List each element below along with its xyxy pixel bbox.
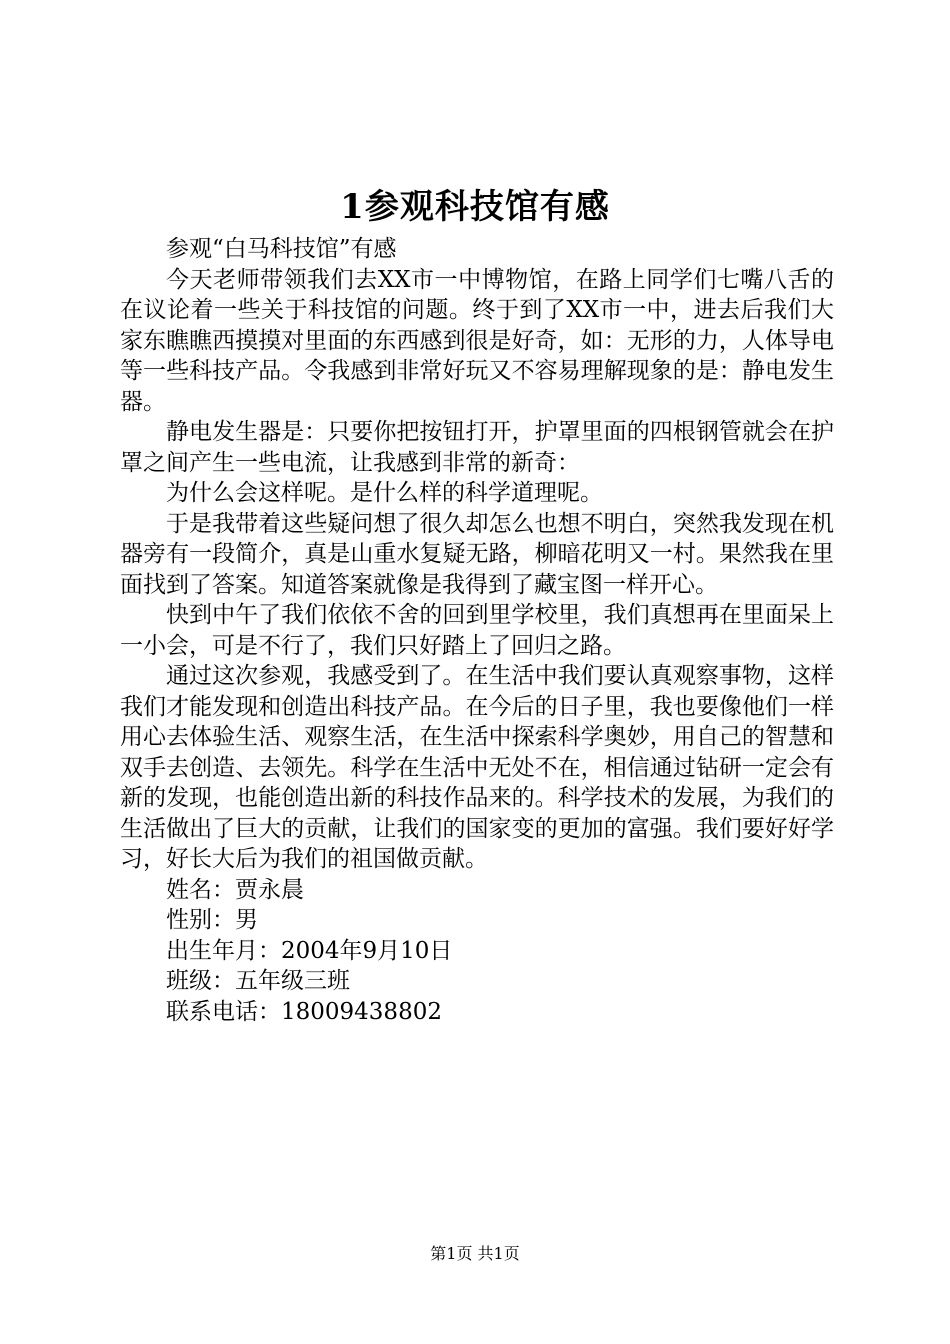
paragraph-conclusion: 通过这次参观，我感受到了。在生活中我们要认真观察事物，这样我们才能发现和创造出科技产品。在今后的日子里，我也要像他们一样用心去体验生活、观察生活，在生活中探索科学奥妙，用自己的智慧和双手去创造、去领先。科学在生活中无处不在，相信通过钻研一定会有新的发现，也能创造出新的科技作品来的。科学技术的发展，为我们的生活做出了巨大的贡献，让我们的国家变的更加的富强。我们要好好学习，好长大后为我们的祖国做贡献。 bbox=[120, 663, 834, 872]
paragraph-generator: 静电发生器是：只要你把按钮打开，护罩里面的四根钢管就会在护罩之间产生一些电流，让我感到非常的新奇： bbox=[120, 419, 834, 476]
paragraph-return: 快到中午了我们依依不舍的回到里学校里，我们真想再在里面呆上一小会，可是不行了，我们只好踏上了回归之路。 bbox=[120, 602, 834, 659]
paragraph-answer: 于是我带着这些疑问想了很久却怎么也想不明白，突然我发现在机器旁有一段简介，真是山重水复疑无路，柳暗花明又一村。果然我在里面找到了答案。知道答案就像是我得到了藏宝图一样开心。 bbox=[120, 510, 834, 598]
info-class: 班级：五年级三班 bbox=[166, 968, 350, 994]
paragraph-question: 为什么会这样呢。是什么样的科学道理呢。 bbox=[166, 480, 603, 506]
info-birth: 出生年月：2004年9月10日 bbox=[166, 937, 453, 964]
document-title: 1参观科技馆有感 bbox=[340, 187, 610, 227]
info-name: 姓名：贾永晨 bbox=[166, 876, 304, 903]
document-subtitle: 参观“白马科技馆”有感 bbox=[166, 236, 397, 262]
paragraph-intro: 今天老师带领我们去XX市一中博物馆，在路上同学们七嘴八舌的在议论着一些关于科技馆的问题。终于到了XX市一中，进去后我们大家东瞧瞧西摸摸对里面的东西感到很是好奇，如：无形的力，人体导电等一些科技产品。令我感到非常好玩又不容易理解现象的是：静电发生器。 bbox=[120, 266, 834, 415]
page-number-footer: 第1页 共1页 bbox=[430, 1244, 520, 1263]
info-phone: 联系电话：18009438802 bbox=[166, 998, 442, 1025]
info-gender: 性别：男 bbox=[166, 907, 258, 933]
document-body bbox=[120, 234, 834, 1027]
